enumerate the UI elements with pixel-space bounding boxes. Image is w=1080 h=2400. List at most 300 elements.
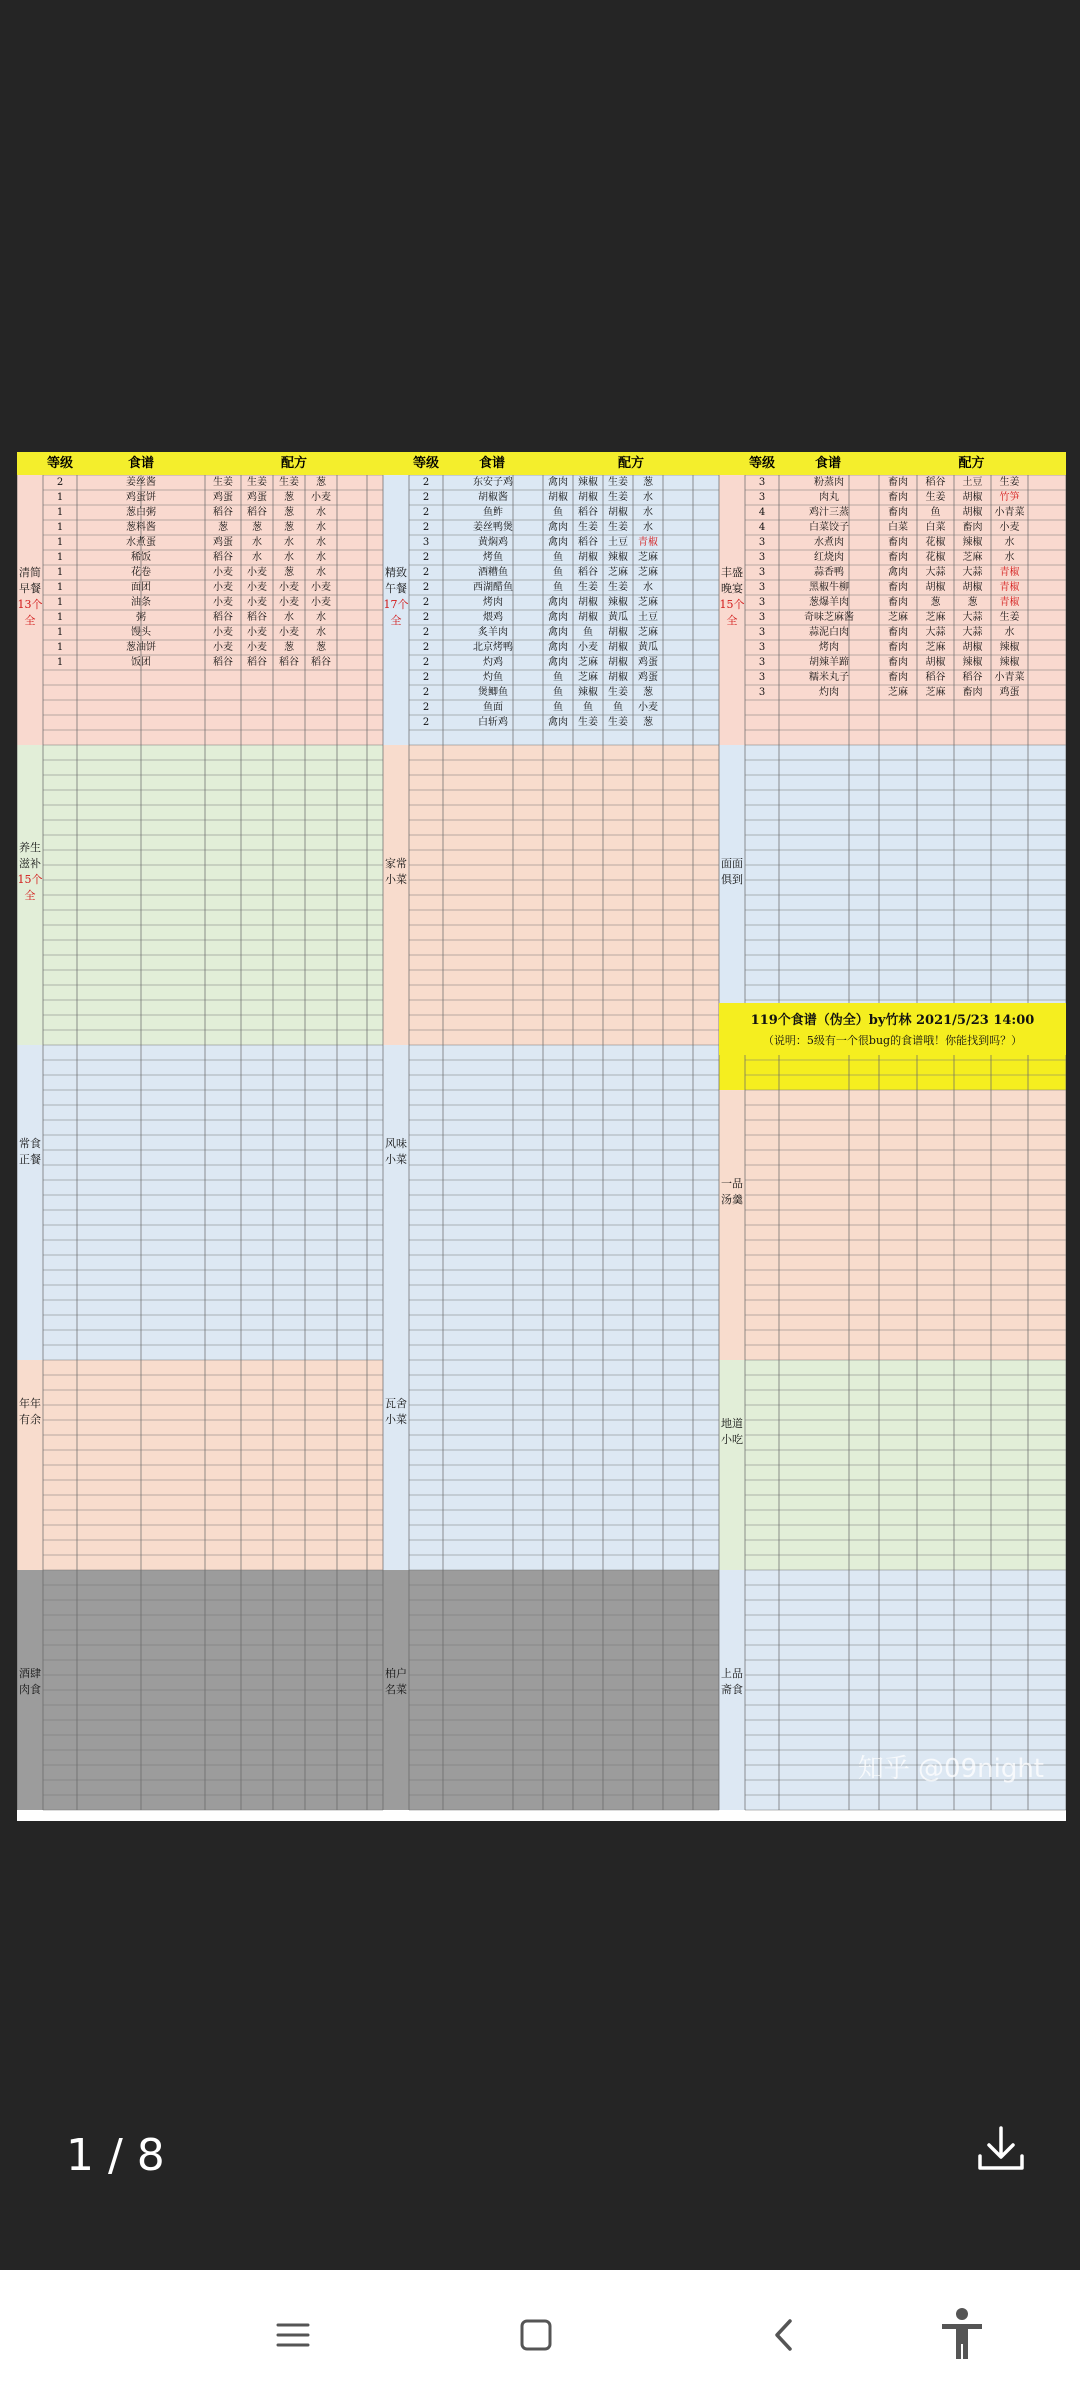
recipe-row — [43, 475, 383, 490]
recipe-row — [745, 490, 1066, 505]
ingredient-cell: 畜肉 — [962, 522, 983, 533]
level-cell: 2 — [422, 492, 430, 503]
ingredient-cell: 葱 — [643, 687, 653, 698]
ingredient-cell: 芝麻 — [962, 552, 983, 563]
level-cell: 3 — [758, 552, 766, 563]
recipe-row — [409, 520, 719, 535]
level-cell: 3 — [758, 612, 766, 623]
header-level-3: 等级 — [748, 456, 775, 471]
ingredient-cell: 鸡蛋 — [638, 657, 658, 668]
ingredient-cell: 鸡蛋 — [213, 537, 233, 548]
recipe-row — [409, 685, 719, 700]
level-cell: 2 — [422, 627, 430, 638]
recipe-row — [745, 505, 1066, 520]
ingredient-cell: 葱 — [643, 717, 653, 728]
ingredient-cell: 水 — [1004, 537, 1015, 548]
ingredient-cell: 胡椒 — [962, 582, 983, 593]
ingredient-cell: 青椒 — [999, 567, 1020, 578]
ingredient-cell: 黄瓜 — [608, 612, 628, 623]
ingredient-cell: 小麦 — [279, 627, 299, 638]
ingredient-cell: 鱼 — [553, 507, 563, 518]
notice-subtitle: （说明：5级有一个很bug的食谱哦！你能找到吗？） — [762, 1034, 1023, 1047]
recipe-name-cell: 烤肉 — [483, 597, 503, 608]
ingredient-cell: 禽肉 — [548, 657, 568, 668]
ingredient-cell: 土豆 — [638, 612, 658, 623]
ingredient-cell: 生姜 — [578, 582, 598, 593]
recipe-row — [745, 580, 1066, 595]
ingredient-cell: 鱼 — [553, 582, 563, 593]
ingredient-cell: 畜肉 — [888, 537, 908, 548]
ingredient-cell: 葱 — [316, 477, 326, 488]
accessibility-icon — [938, 2307, 986, 2363]
ingredient-cell: 芝麻 — [578, 657, 598, 668]
ingredient-cell: 水 — [316, 627, 326, 638]
back-button[interactable] — [749, 2305, 819, 2365]
ingredient-cell: 稻谷 — [213, 552, 233, 563]
ingredient-cell: 禽肉 — [548, 597, 568, 608]
download-button[interactable] — [966, 2114, 1036, 2184]
ingredient-cell: 胡椒 — [578, 597, 598, 608]
ingredient-cell: 水 — [316, 507, 326, 518]
header-level-2: 等级 — [412, 456, 439, 471]
ingredient-cell: 葱 — [967, 597, 978, 608]
ingredient-cell: 小麦 — [311, 492, 331, 503]
recipe-name-cell: 花卷 — [131, 567, 151, 578]
recipe-row — [409, 490, 719, 505]
level-cell: 3 — [758, 687, 766, 698]
ingredient-cell: 鱼 — [553, 552, 563, 563]
accessibility-button[interactable] — [927, 2305, 997, 2365]
ingredient-cell: 畜肉 — [888, 552, 908, 563]
level-cell: 2 — [422, 687, 430, 698]
ingredient-cell: 禽肉 — [548, 642, 568, 653]
category-label: 酒肆肉食 — [19, 1667, 41, 1696]
header-recipe-3: 食谱 — [814, 456, 841, 471]
recipe-row — [409, 550, 719, 565]
watermark: 知乎 @09night — [857, 1754, 1044, 1784]
ingredient-cell: 畜肉 — [962, 687, 983, 698]
recipe-row — [745, 520, 1066, 535]
ingredient-cell: 辣椒 — [962, 657, 983, 668]
ingredient-cell: 大蒜 — [925, 567, 946, 578]
level-cell: 1 — [56, 657, 64, 668]
recipe-row — [745, 535, 1066, 550]
ingredient-cell: 胡椒 — [548, 492, 568, 503]
ingredient-cell: 水 — [316, 522, 326, 533]
ingredient-cell: 稻谷 — [578, 507, 598, 518]
ingredient-cell: 辣椒 — [578, 477, 598, 488]
header-level-1: 等级 — [46, 456, 73, 471]
ingredient-cell: 芝麻 — [925, 642, 946, 653]
category-label: 常食正餐 — [19, 1137, 41, 1166]
ingredient-cell: 禽肉 — [888, 567, 908, 578]
ingredient-cell: 花椒 — [925, 537, 946, 548]
ingredient-cell: 鱼 — [930, 507, 941, 518]
ingredient-cell: 水 — [643, 522, 653, 533]
recipe-row — [409, 535, 719, 550]
ingredient-cell: 小麦 — [311, 597, 331, 608]
ingredient-cell: 稻谷 — [213, 612, 233, 623]
recipe-name-cell: 胡椒酱 — [478, 492, 508, 503]
recipe-name-cell: 鸡汁三蒸 — [809, 507, 849, 518]
category-label: 瓦舍小菜 — [385, 1397, 407, 1426]
recipe-row — [43, 655, 383, 670]
recipe-row — [745, 625, 1066, 640]
level-cell: 1 — [56, 567, 64, 578]
ingredient-cell: 生姜 — [578, 522, 598, 533]
ingredient-cell: 生姜 — [608, 522, 628, 533]
ingredient-cell: 葱 — [930, 597, 941, 608]
ingredient-cell: 黄瓜 — [638, 642, 658, 653]
level-cell: 1 — [56, 507, 64, 518]
recipe-row — [409, 670, 719, 685]
ingredient-cell: 水 — [316, 567, 326, 578]
recipe-row — [409, 700, 719, 715]
ingredient-cell: 水 — [284, 552, 294, 563]
ingredient-cell: 稻谷 — [962, 672, 983, 683]
ingredient-cell: 芝麻 — [925, 687, 946, 698]
level-cell: 3 — [758, 627, 766, 638]
ingredient-cell: 芝麻 — [925, 612, 946, 623]
ingredient-cell: 辣椒 — [578, 687, 598, 698]
menu-lines-icon — [276, 2320, 310, 2350]
category-label: 清简早餐 13个全 — [17, 566, 43, 627]
recipe-row — [745, 610, 1066, 625]
ingredient-cell: 生姜 — [608, 687, 628, 698]
ingredient-cell: 稻谷 — [213, 507, 233, 518]
recipe-row — [745, 550, 1066, 565]
ingredient-cell: 畜肉 — [888, 507, 908, 518]
category-label: 年年有余 — [19, 1397, 41, 1426]
ingredient-cell: 生姜 — [999, 477, 1020, 488]
level-cell: 1 — [56, 492, 64, 503]
ingredient-cell: 小麦 — [279, 582, 299, 593]
recipe-name-cell: 面团 — [131, 582, 151, 593]
level-cell: 2 — [422, 582, 430, 593]
recipe-name-cell: 灼鱼 — [483, 672, 503, 683]
ingredient-cell: 小青菜 — [994, 507, 1025, 518]
ingredient-cell: 芝麻 — [638, 567, 658, 578]
ingredient-cell: 鱼 — [553, 567, 563, 578]
notice-title: 119个食谱（伪全）by竹林 2021/5/23 14:00 — [750, 1013, 1035, 1028]
ingredient-cell: 禽肉 — [548, 612, 568, 623]
recipe-name-cell: 西湖醋鱼 — [473, 582, 513, 593]
recipe-name-cell: 鸡蛋饼 — [126, 492, 156, 503]
recipe-name-cell: 北京烤鸭 — [473, 642, 513, 653]
recipe-row — [409, 610, 719, 625]
level-cell: 2 — [422, 597, 430, 608]
notice-banner — [719, 1003, 1066, 1055]
level-cell: 2 — [422, 642, 430, 653]
recipe-name-cell: 水煮肉 — [814, 537, 844, 548]
ingredient-cell: 大蒜 — [925, 627, 946, 638]
level-cell: 3 — [758, 582, 766, 593]
ingredient-cell: 生姜 — [247, 477, 267, 488]
ingredient-cell: 葱 — [316, 642, 326, 653]
download-icon — [974, 2122, 1028, 2176]
ingredient-cell: 葱 — [284, 492, 294, 503]
ingredient-cell: 水 — [284, 612, 294, 623]
recipe-name-cell: 粥 — [136, 612, 146, 623]
ingredient-cell: 小麦 — [213, 597, 233, 608]
ingredient-cell: 白菜 — [925, 522, 946, 533]
recipe-name-cell: 黄焖鸡 — [478, 537, 508, 548]
ingredient-cell: 水 — [643, 582, 653, 593]
level-cell: 1 — [56, 522, 64, 533]
recipe-name-cell: 白菜饺子 — [809, 522, 849, 533]
recipe-name-cell: 鱼面 — [483, 702, 503, 713]
level-cell: 2 — [422, 522, 430, 533]
ingredient-cell: 胡椒 — [608, 507, 628, 518]
level-cell: 1 — [56, 597, 64, 608]
recipe-name-cell: 葱料酱 — [126, 522, 156, 533]
ingredient-cell: 稻谷 — [925, 477, 946, 488]
recipe-row — [409, 475, 719, 490]
ingredient-cell: 畜肉 — [888, 492, 908, 503]
level-cell: 2 — [422, 672, 430, 683]
ingredient-cell: 胡椒 — [962, 507, 983, 518]
ingredient-cell: 胡椒 — [608, 657, 628, 668]
category-label: 上品斋食 — [721, 1667, 743, 1696]
ingredient-cell: 小麦 — [247, 582, 267, 593]
ingredient-cell: 鱼 — [613, 702, 623, 713]
back-chevron-icon — [769, 2318, 799, 2352]
ingredient-cell: 畜肉 — [888, 597, 908, 608]
ingredient-cell: 水 — [643, 507, 653, 518]
level-cell: 4 — [758, 522, 766, 533]
recipe-name-cell: 东安子鸡 — [473, 477, 513, 488]
recipe-name-cell: 酒糟鱼 — [478, 567, 508, 578]
ingredient-cell: 禽肉 — [548, 537, 568, 548]
ingredient-cell: 胡椒 — [962, 642, 983, 653]
ingredient-cell: 生姜 — [925, 492, 946, 503]
ingredient-cell: 小麦 — [578, 642, 598, 653]
recipe-row — [43, 580, 383, 595]
level-cell: 4 — [758, 507, 766, 518]
ingredient-cell: 胡椒 — [608, 627, 628, 638]
category-label: 地道小吃 — [721, 1417, 743, 1446]
recipe-row — [409, 505, 719, 520]
category-label: 面面俱到 — [721, 857, 743, 886]
recipe-name-cell: 煲鲫鱼 — [478, 687, 508, 698]
ingredient-cell: 小麦 — [213, 642, 233, 653]
level-cell: 2 — [422, 507, 430, 518]
level-cell: 1 — [56, 612, 64, 623]
ingredient-cell: 芝麻 — [888, 612, 908, 623]
ingredient-cell: 生姜 — [608, 477, 628, 488]
ingredient-cell: 生姜 — [608, 492, 628, 503]
ingredient-cell: 禽肉 — [548, 627, 568, 638]
ingredient-cell: 芝麻 — [578, 672, 598, 683]
recipe-sheet-image[interactable] — [17, 452, 1066, 1821]
recipe-name-cell: 水煮蛋 — [126, 537, 156, 548]
ingredient-cell: 小麦 — [213, 582, 233, 593]
ingredient-cell: 水 — [643, 492, 653, 503]
ingredient-cell: 芝麻 — [638, 597, 658, 608]
ingredient-cell: 水 — [284, 537, 294, 548]
ingredient-cell: 芝麻 — [638, 552, 658, 563]
recipe-name-cell: 油条 — [131, 597, 151, 608]
ingredient-cell: 畜肉 — [888, 672, 908, 683]
recipe-row — [745, 475, 1066, 490]
category-label: 一品汤羹 — [721, 1177, 743, 1206]
ingredient-cell: 禽肉 — [548, 717, 568, 728]
recipe-name-cell: 蒜香鸭 — [814, 567, 844, 578]
ingredient-cell: 小麦 — [213, 567, 233, 578]
recipe-row — [745, 685, 1066, 700]
recipe-name-cell: 饭团 — [131, 657, 151, 668]
ingredient-cell: 水 — [316, 612, 326, 623]
recipe-row — [43, 550, 383, 565]
recipe-row — [409, 565, 719, 580]
header-recipe-1: 食谱 — [127, 456, 154, 471]
ingredient-cell: 小麦 — [247, 642, 267, 653]
ingredient-cell: 葱 — [218, 522, 228, 533]
recipe-row — [409, 640, 719, 655]
header-recipe-2: 食谱 — [478, 456, 505, 471]
recipe-name-cell: 葱爆羊肉 — [809, 597, 849, 608]
recipe-row — [409, 595, 719, 610]
ingredient-cell: 稻谷 — [247, 657, 267, 668]
ingredient-cell: 鱼 — [583, 627, 593, 638]
category-label: 柏户名菜 — [385, 1667, 407, 1696]
ingredient-cell: 花椒 — [925, 552, 946, 563]
ingredient-cell: 小麦 — [247, 597, 267, 608]
ingredient-cell: 小麦 — [247, 567, 267, 578]
ingredient-cell: 胡椒 — [608, 642, 628, 653]
ingredient-cell: 生姜 — [578, 717, 598, 728]
level-cell: 2 — [422, 477, 430, 488]
level-cell: 2 — [422, 567, 430, 578]
ingredient-cell: 鱼 — [553, 687, 563, 698]
ingredient-cell: 畜肉 — [888, 657, 908, 668]
ingredient-cell: 青椒 — [999, 582, 1020, 593]
recipe-name-cell: 煨鸡 — [483, 612, 503, 623]
level-cell: 2 — [422, 552, 430, 563]
recipe-row — [409, 655, 719, 670]
header-formula-3: 配方 — [958, 456, 985, 471]
ingredient-cell: 小麦 — [999, 522, 1020, 533]
ingredient-cell: 水 — [1004, 552, 1015, 563]
ingredient-cell: 辣椒 — [608, 552, 628, 563]
ingredient-cell: 胡椒 — [578, 552, 598, 563]
ingredient-cell: 稻谷 — [213, 657, 233, 668]
recipe-name-cell: 蒜泥白肉 — [809, 627, 849, 638]
ingredient-cell: 葱 — [643, 477, 653, 488]
recipe-row — [43, 595, 383, 610]
recipe-name-cell: 姜丝鸭煲 — [473, 522, 513, 533]
recipe-name-cell: 黑椒牛柳 — [809, 582, 849, 593]
recipe-name-cell: 葱白粥 — [126, 507, 156, 518]
recipe-name-cell: 葱油饼 — [126, 642, 156, 653]
ingredient-cell: 小麦 — [311, 582, 331, 593]
ingredient-cell: 小麦 — [213, 627, 233, 638]
ingredient-cell: 葱 — [284, 567, 294, 578]
level-cell: 3 — [758, 492, 766, 503]
ingredient-cell: 水 — [1004, 627, 1015, 638]
level-cell: 3 — [758, 642, 766, 653]
home-button[interactable] — [501, 2305, 571, 2365]
level-cell: 2 — [422, 702, 430, 713]
ingredient-cell: 辣椒 — [999, 642, 1020, 653]
system-navigation-bar — [0, 2270, 1080, 2400]
ingredient-cell: 辣椒 — [962, 537, 983, 548]
recipe-name-cell: 烤肉 — [819, 642, 839, 653]
level-cell: 2 — [56, 477, 64, 488]
ingredient-cell: 稻谷 — [925, 672, 946, 683]
recipe-row — [745, 655, 1066, 670]
level-cell: 3 — [422, 537, 430, 548]
level-cell: 2 — [422, 612, 430, 623]
recipe-name-cell: 烤鱼 — [483, 552, 503, 563]
ingredient-cell: 畜肉 — [888, 477, 908, 488]
level-cell: 1 — [56, 537, 64, 548]
recipe-name-cell: 奇味芝麻酱 — [804, 612, 854, 623]
category-label: 风味小菜 — [385, 1137, 407, 1166]
ingredient-cell: 鸡蛋 — [247, 492, 267, 503]
recipe-name-cell: 糯米丸子 — [809, 672, 849, 683]
recipe-row — [745, 640, 1066, 655]
ingredient-cell: 鸡蛋 — [999, 687, 1020, 698]
level-cell: 1 — [56, 642, 64, 653]
recipe-name-cell: 红烧肉 — [814, 552, 844, 563]
ingredient-cell: 大蒜 — [962, 612, 983, 623]
recipe-name-cell: 灼鸡 — [483, 657, 503, 668]
ingredient-cell: 生姜 — [608, 717, 628, 728]
ingredient-cell: 胡椒 — [578, 612, 598, 623]
ingredient-cell: 青椒 — [638, 537, 658, 548]
category-label: 丰盛晚宴 15个全 — [719, 566, 745, 627]
ingredient-cell: 鸡蛋 — [638, 672, 658, 683]
ingredient-cell: 畜肉 — [888, 642, 908, 653]
recipe-row — [409, 625, 719, 640]
header-formula-1: 配方 — [280, 456, 307, 471]
recipe-row — [43, 565, 383, 580]
ingredient-cell: 稻谷 — [578, 567, 598, 578]
recipe-row — [745, 565, 1066, 580]
ingredient-cell: 胡椒 — [925, 582, 946, 593]
ingredient-cell: 葱 — [284, 507, 294, 518]
ingredient-cell: 青椒 — [999, 597, 1020, 608]
ingredient-cell: 白菜 — [888, 522, 908, 533]
ingredient-cell: 胡椒 — [925, 657, 946, 668]
ingredient-cell: 鱼 — [553, 672, 563, 683]
ingredient-cell: 禽肉 — [548, 522, 568, 533]
ingredient-cell: 稻谷 — [247, 507, 267, 518]
ingredient-cell: 生姜 — [999, 612, 1020, 623]
recent-apps-button[interactable] — [258, 2305, 328, 2365]
ingredient-cell: 鸡蛋 — [213, 492, 233, 503]
recipe-row — [745, 670, 1066, 685]
ingredient-cell: 葱 — [284, 642, 294, 653]
ingredient-cell: 竹笋 — [999, 492, 1020, 503]
ingredient-cell: 小麦 — [247, 627, 267, 638]
recipe-row — [43, 610, 383, 625]
ingredient-cell: 稻谷 — [311, 657, 331, 668]
level-cell: 2 — [422, 657, 430, 668]
ingredient-cell: 稻谷 — [578, 537, 598, 548]
level-cell: 2 — [422, 717, 430, 728]
recipe-row — [745, 595, 1066, 610]
ingredient-cell: 水 — [252, 552, 262, 563]
level-cell: 3 — [758, 537, 766, 548]
ingredient-cell: 畜肉 — [888, 582, 908, 593]
ingredient-cell: 畜肉 — [888, 627, 908, 638]
ingredient-cell: 禽肉 — [548, 477, 568, 488]
ingredient-cell: 水 — [252, 537, 262, 548]
ingredient-cell: 辣椒 — [608, 597, 628, 608]
ingredient-cell: 胡椒 — [962, 492, 983, 503]
